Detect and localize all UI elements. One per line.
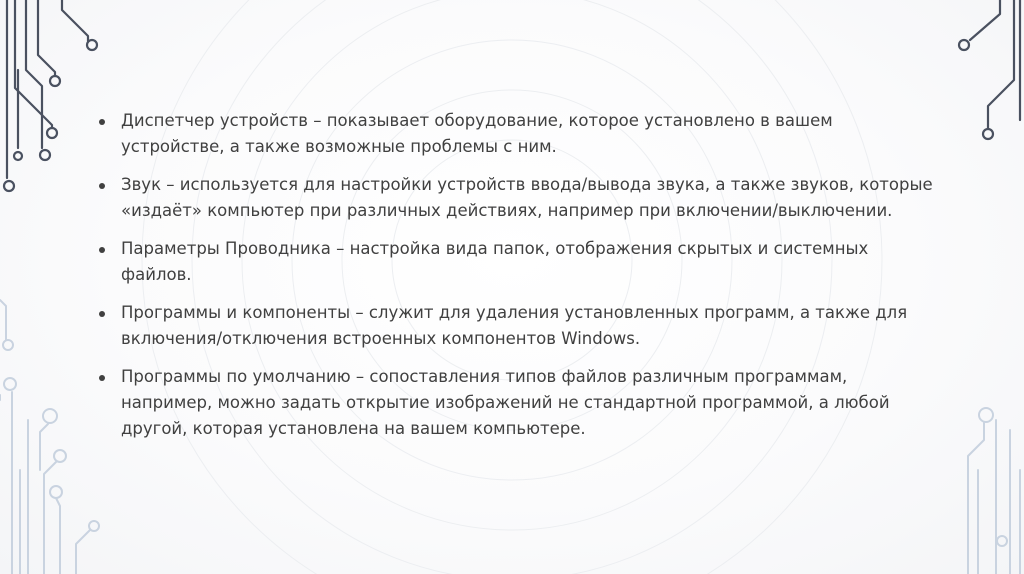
bullet-programs-features xyxy=(94,300,934,352)
bullet-list xyxy=(94,108,934,454)
bullet-text: Звук – используется для настройки устройств ввода/вывода звука, а также звуков, которые «издаёт» компьютер при различных действиях, например при включении/выключении. xyxy=(121,175,933,220)
bullet-text: Параметры Проводника – настройка вида папок, отображения скрытых и системных файлов. xyxy=(121,239,869,284)
bullet-marker xyxy=(99,183,105,189)
circuit-right-icon xyxy=(940,0,1024,574)
bullet-marker xyxy=(99,119,105,125)
bullet-default-programs xyxy=(94,364,934,442)
bullet-text: Диспетчер устройств – показывает оборудование, которое установлено в вашем устройстве, а также возможные проблемы с ним. xyxy=(121,111,833,156)
bullet-marker xyxy=(99,247,105,253)
bullet-sound xyxy=(94,172,934,224)
bullet-text: Программы и компоненты – служит для удаления установленных программ, а также для включения/отключения встроенных компонентов Windows. xyxy=(121,303,908,348)
bullet-text: Программы по умолчанию – сопоставления типов файлов различным программам, например, можно задать открытие изображений не стандартной программой, а любой другой, которая установлена на вашем компьютере. xyxy=(121,367,890,438)
bullet-marker xyxy=(99,311,105,317)
bullet-explorer-options xyxy=(94,236,934,288)
bullet-device-manager xyxy=(94,108,934,160)
bullet-marker xyxy=(99,375,105,381)
